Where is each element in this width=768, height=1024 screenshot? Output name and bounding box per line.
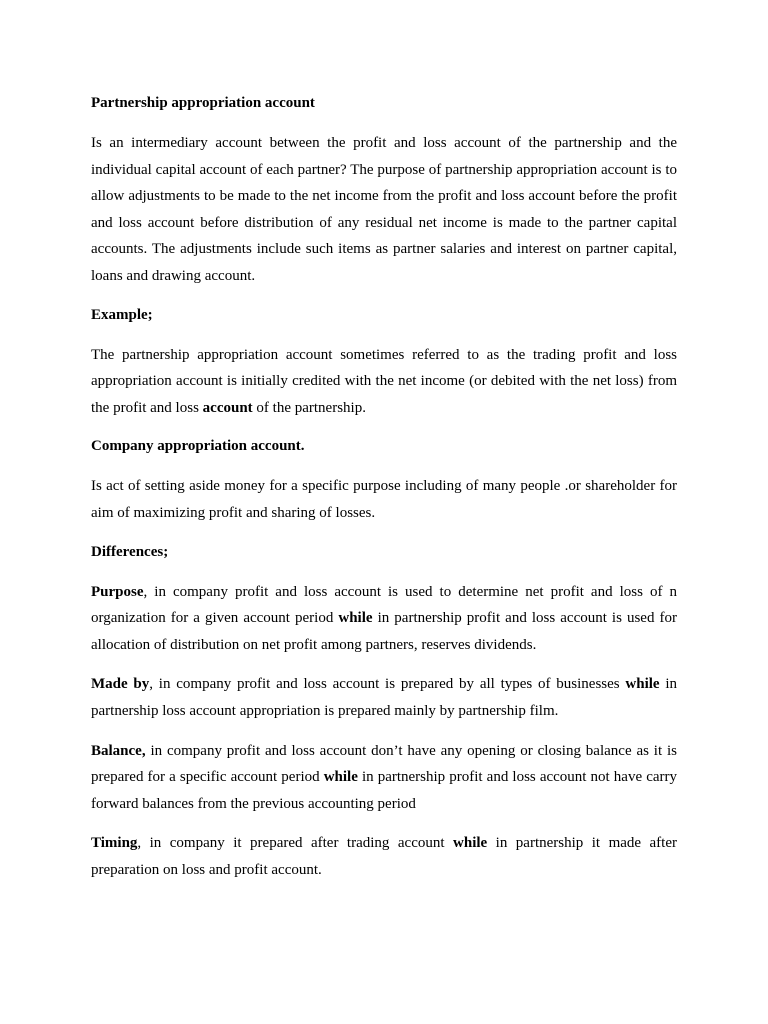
example-text-part1: The partnership appropriation account sometimes referred to as the trading profit and loss appropriation account is initially credited with the net income (or debited with the net loss) from the profit and loss xyxy=(91,346,677,416)
document-page xyxy=(91,91,677,896)
madeby-text-part1: , in company profit and loss account is prepared by all types of businesses xyxy=(149,676,626,693)
purpose-text-part1: , in company profit and loss account is used to determine net profit and loss of n organization for a given account period xyxy=(91,583,677,627)
heading-example: Example; xyxy=(91,306,153,323)
heading-differences: Differences; xyxy=(91,543,169,560)
timing-text-part2: in partnership it made after preparation on loss and profit account. xyxy=(91,835,677,878)
timing-while: while xyxy=(453,835,488,852)
balance-while: while xyxy=(323,769,358,786)
example-bold-account: account xyxy=(202,399,253,416)
paragraph-partnership-definition: Is an intermediary account between the profit and loss account of the partnership and the individual capital account of each partner? The purpose of partnership appropriation account is to allow adjustments to be made to the net income from the profit and loss account before the profit and loss account before distribution of any residual net income is made to the partner capital accounts. The adjustments include such items as partner salaries and interest on partner capital, loans and drawing account. xyxy=(91,135,677,284)
paragraph-difference-made-by xyxy=(91,671,677,724)
paragraph-example xyxy=(91,342,677,422)
madeby-text-part2: in partnership loss account appropriation is prepared mainly by partnership film. xyxy=(91,676,678,719)
purpose-while: while xyxy=(338,610,373,627)
balance-text-part1: in company profit and loss account don’t have any opening or closing balance as it is prepared for a specific account period xyxy=(91,742,677,786)
balance-label: Balance, xyxy=(91,742,146,759)
example-text-part2: of the partnership. xyxy=(252,399,366,416)
purpose-text-part2: in partnership profit and loss account is used for allocation of distribution on net profit among partners, reserves dividends. xyxy=(91,610,677,653)
paragraph-difference-purpose xyxy=(91,579,677,659)
balance-text-part2: in partnership profit and loss account not have carry forward balances from the previous accounting period xyxy=(91,769,677,812)
paragraph-difference-balance xyxy=(91,738,677,818)
paragraph-difference-timing xyxy=(91,830,677,883)
heading-company-appropriation: Company appropriation account. xyxy=(91,438,305,455)
madeby-label: Made by xyxy=(91,676,150,693)
paragraph-company-definition: Is act of setting aside money for a specific purpose including of many people .or shareholder for aim of maximizing profit and sharing of losses. xyxy=(91,478,677,521)
timing-text-part1: , in company it prepared after trading account xyxy=(137,835,454,852)
purpose-label: Purpose xyxy=(91,583,144,600)
timing-label: Timing xyxy=(91,835,138,852)
madeby-while: while xyxy=(625,676,660,693)
heading-partnership-appropriation: Partnership appropriation account xyxy=(91,95,315,111)
